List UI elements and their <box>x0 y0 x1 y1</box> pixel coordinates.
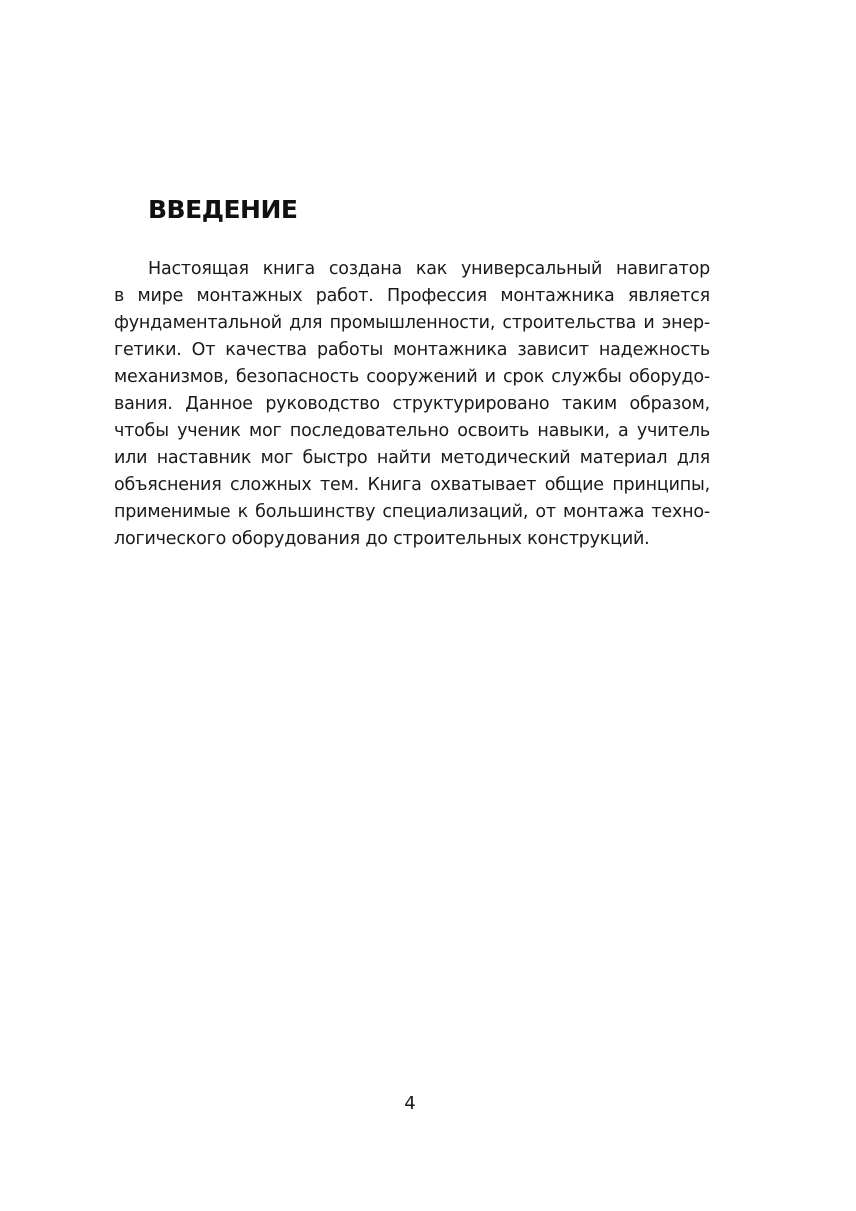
paragraph-line: или наставник мог быстро найти методический материал для <box>114 448 710 468</box>
paragraph-line: фундаментальной для промышленности, строительства и энер- <box>114 313 710 333</box>
page-heading: ВВЕДЕНИЕ <box>148 195 298 224</box>
paragraph-line: вания. Данное руководство структурировано таким образом, <box>114 394 710 414</box>
paragraph-line: механизмов, безопасность сооружений и срок службы оборудо- <box>114 367 710 387</box>
intro-paragraph <box>114 256 710 553</box>
paragraph-line: чтобы ученик мог последовательно освоить навыки, а учитель <box>114 421 710 441</box>
page-number: 4 <box>404 1093 416 1114</box>
paragraph-line: применимые к большинству специализаций, от монтажа техно- <box>114 502 710 522</box>
paragraph-line: логического оборудования до строительных конструкций. <box>114 529 650 549</box>
paragraph-line: Настоящая книга создана как универсальный навигатор <box>148 259 710 279</box>
paragraph-line: объяснения сложных тем. Книга охватывает общие принципы, <box>114 475 710 495</box>
paragraph-line: в мире монтажных работ. Профессия монтажника является <box>114 286 710 306</box>
paragraph-line: гетики. От качества работы монтажника зависит надежность <box>114 340 710 360</box>
